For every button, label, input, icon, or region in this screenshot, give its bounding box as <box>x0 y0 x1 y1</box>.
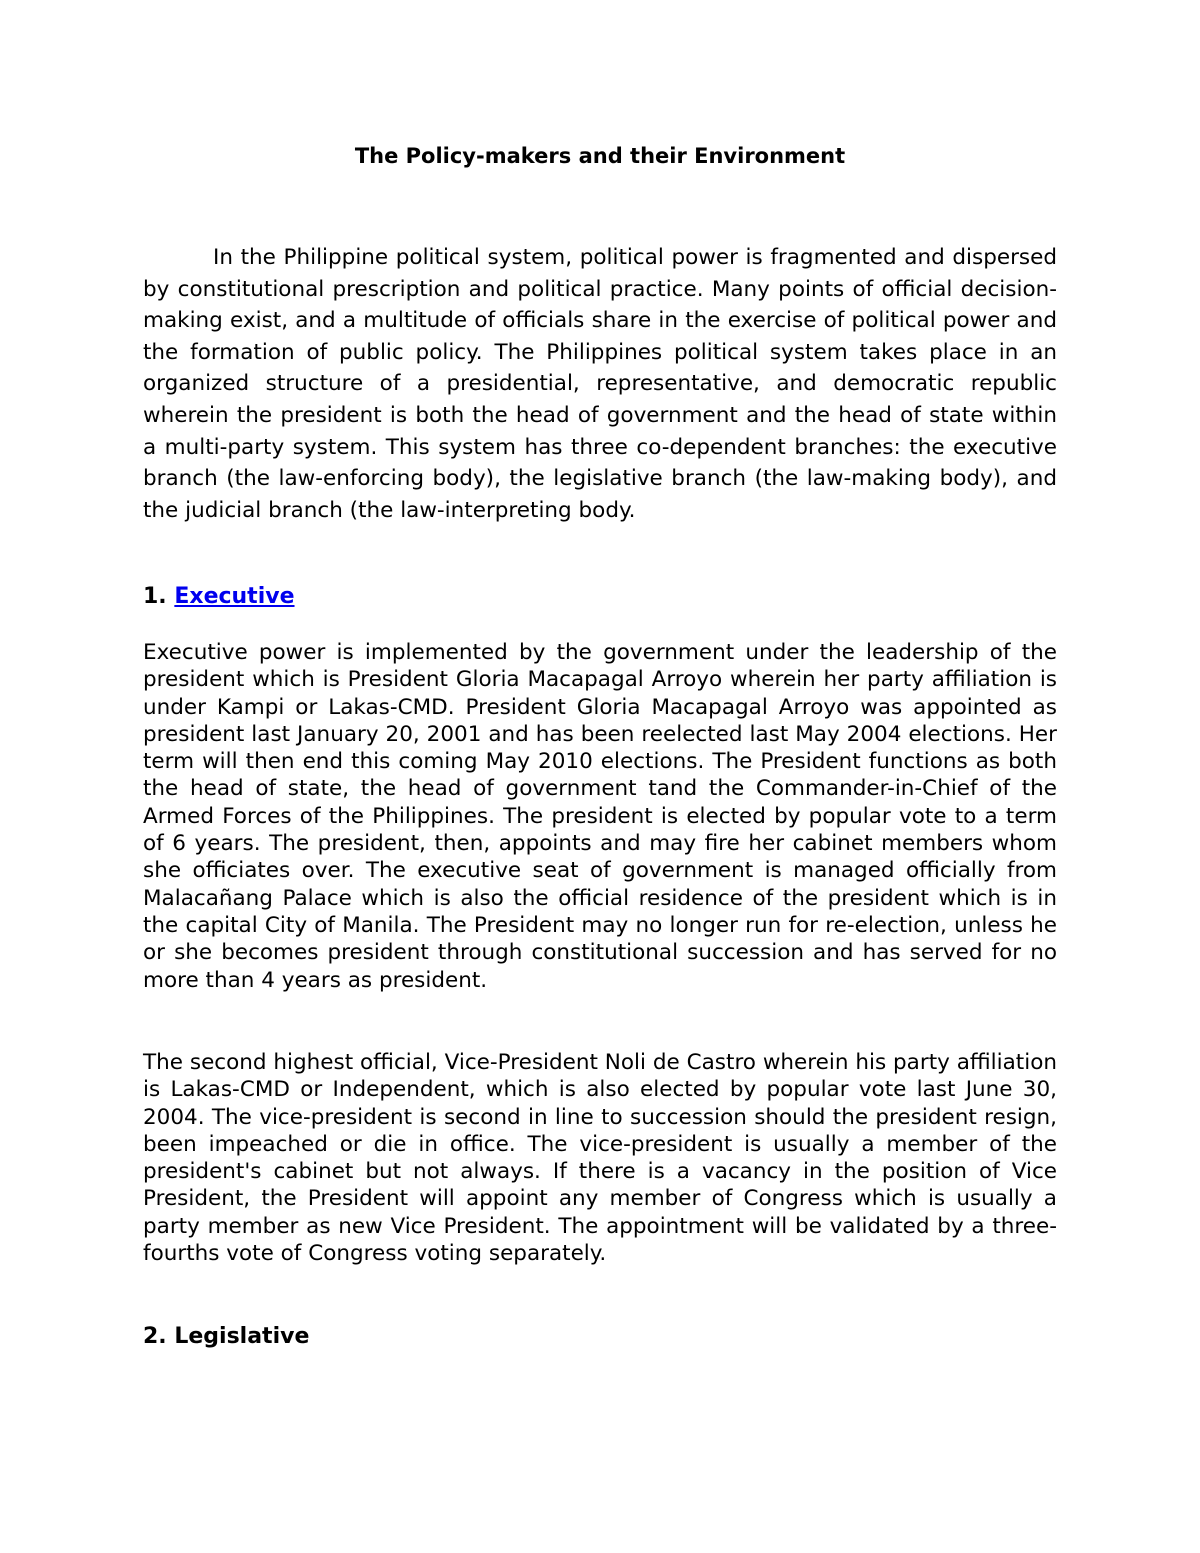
section-number-legislative: 2. <box>143 1324 167 1349</box>
section-heading-executive <box>143 583 295 611</box>
legislative-heading-text: Legislative <box>174 1324 310 1349</box>
section-heading-legislative <box>143 1323 309 1351</box>
document-title: The Policy-makers and their Environment <box>354 144 846 168</box>
executive-paragraph: Executive power is implemented by the government under the leadership of the president which is President Gloria Macapagal Arroyo wherein her party affiliation is under Kampi or Lakas-CMD. President Gloria Macapagal Arroyo was appointed as president last January 20, 2001 and has been reelected last May 2004 elections. Her term will then end this coming May 2010 elections. The President functions as both the head of state, the head of government tand the Commander-in-Chief of the Armed Forces of the Philippines. The president is elected by popular vote to a term of 6 years. The president, then, appoints and may fire her cabinet members whom she officiates over. The executive seat of government is managed officially from Malacañang Palace which is also the official residence of the president which is in the capital City of Manila. The President may no longer run for re-election, unless he or she becomes president through constitutional succession and has served for no more than 4 years as president. <box>143 640 1057 993</box>
intro-paragraph: In the Philippine political system, political power is fragmented and dispersed by constitutional prescription and political practice. Many points of official decision-making exist, and a multitude of officials share in the exercise of political power and the formation of public policy. The Philippines political system takes place in an organized structure of a presidential, representative, and democratic republic wherein the president is both the head of government and the head of state within a multi-party system. This system has three co-dependent branches: the executive branch (the law-enforcing body), the legislative branch (the law-making body), and the judicial branch (the law-interpreting body. <box>143 245 1057 523</box>
executive-link[interactable]: Executive <box>174 584 295 609</box>
section-number-executive: 1. <box>143 584 167 609</box>
vice-president-paragraph: The second highest official, Vice-President Noli de Castro wherein his party affiliation is Lakas-CMD or Independent, which is also elected by popular vote last June 30, 2004. The vice-president is second in line to succession should the president resign, been impeached or die in office. The vice-president is usually a member of the president's cabinet but not always. If there is a vacancy in the position of Vice President, the President will appoint any member of Congress which is usually a party member as new Vice President. The appointment will be validated by a three-fourths vote of Congress voting separately. <box>143 1050 1057 1267</box>
